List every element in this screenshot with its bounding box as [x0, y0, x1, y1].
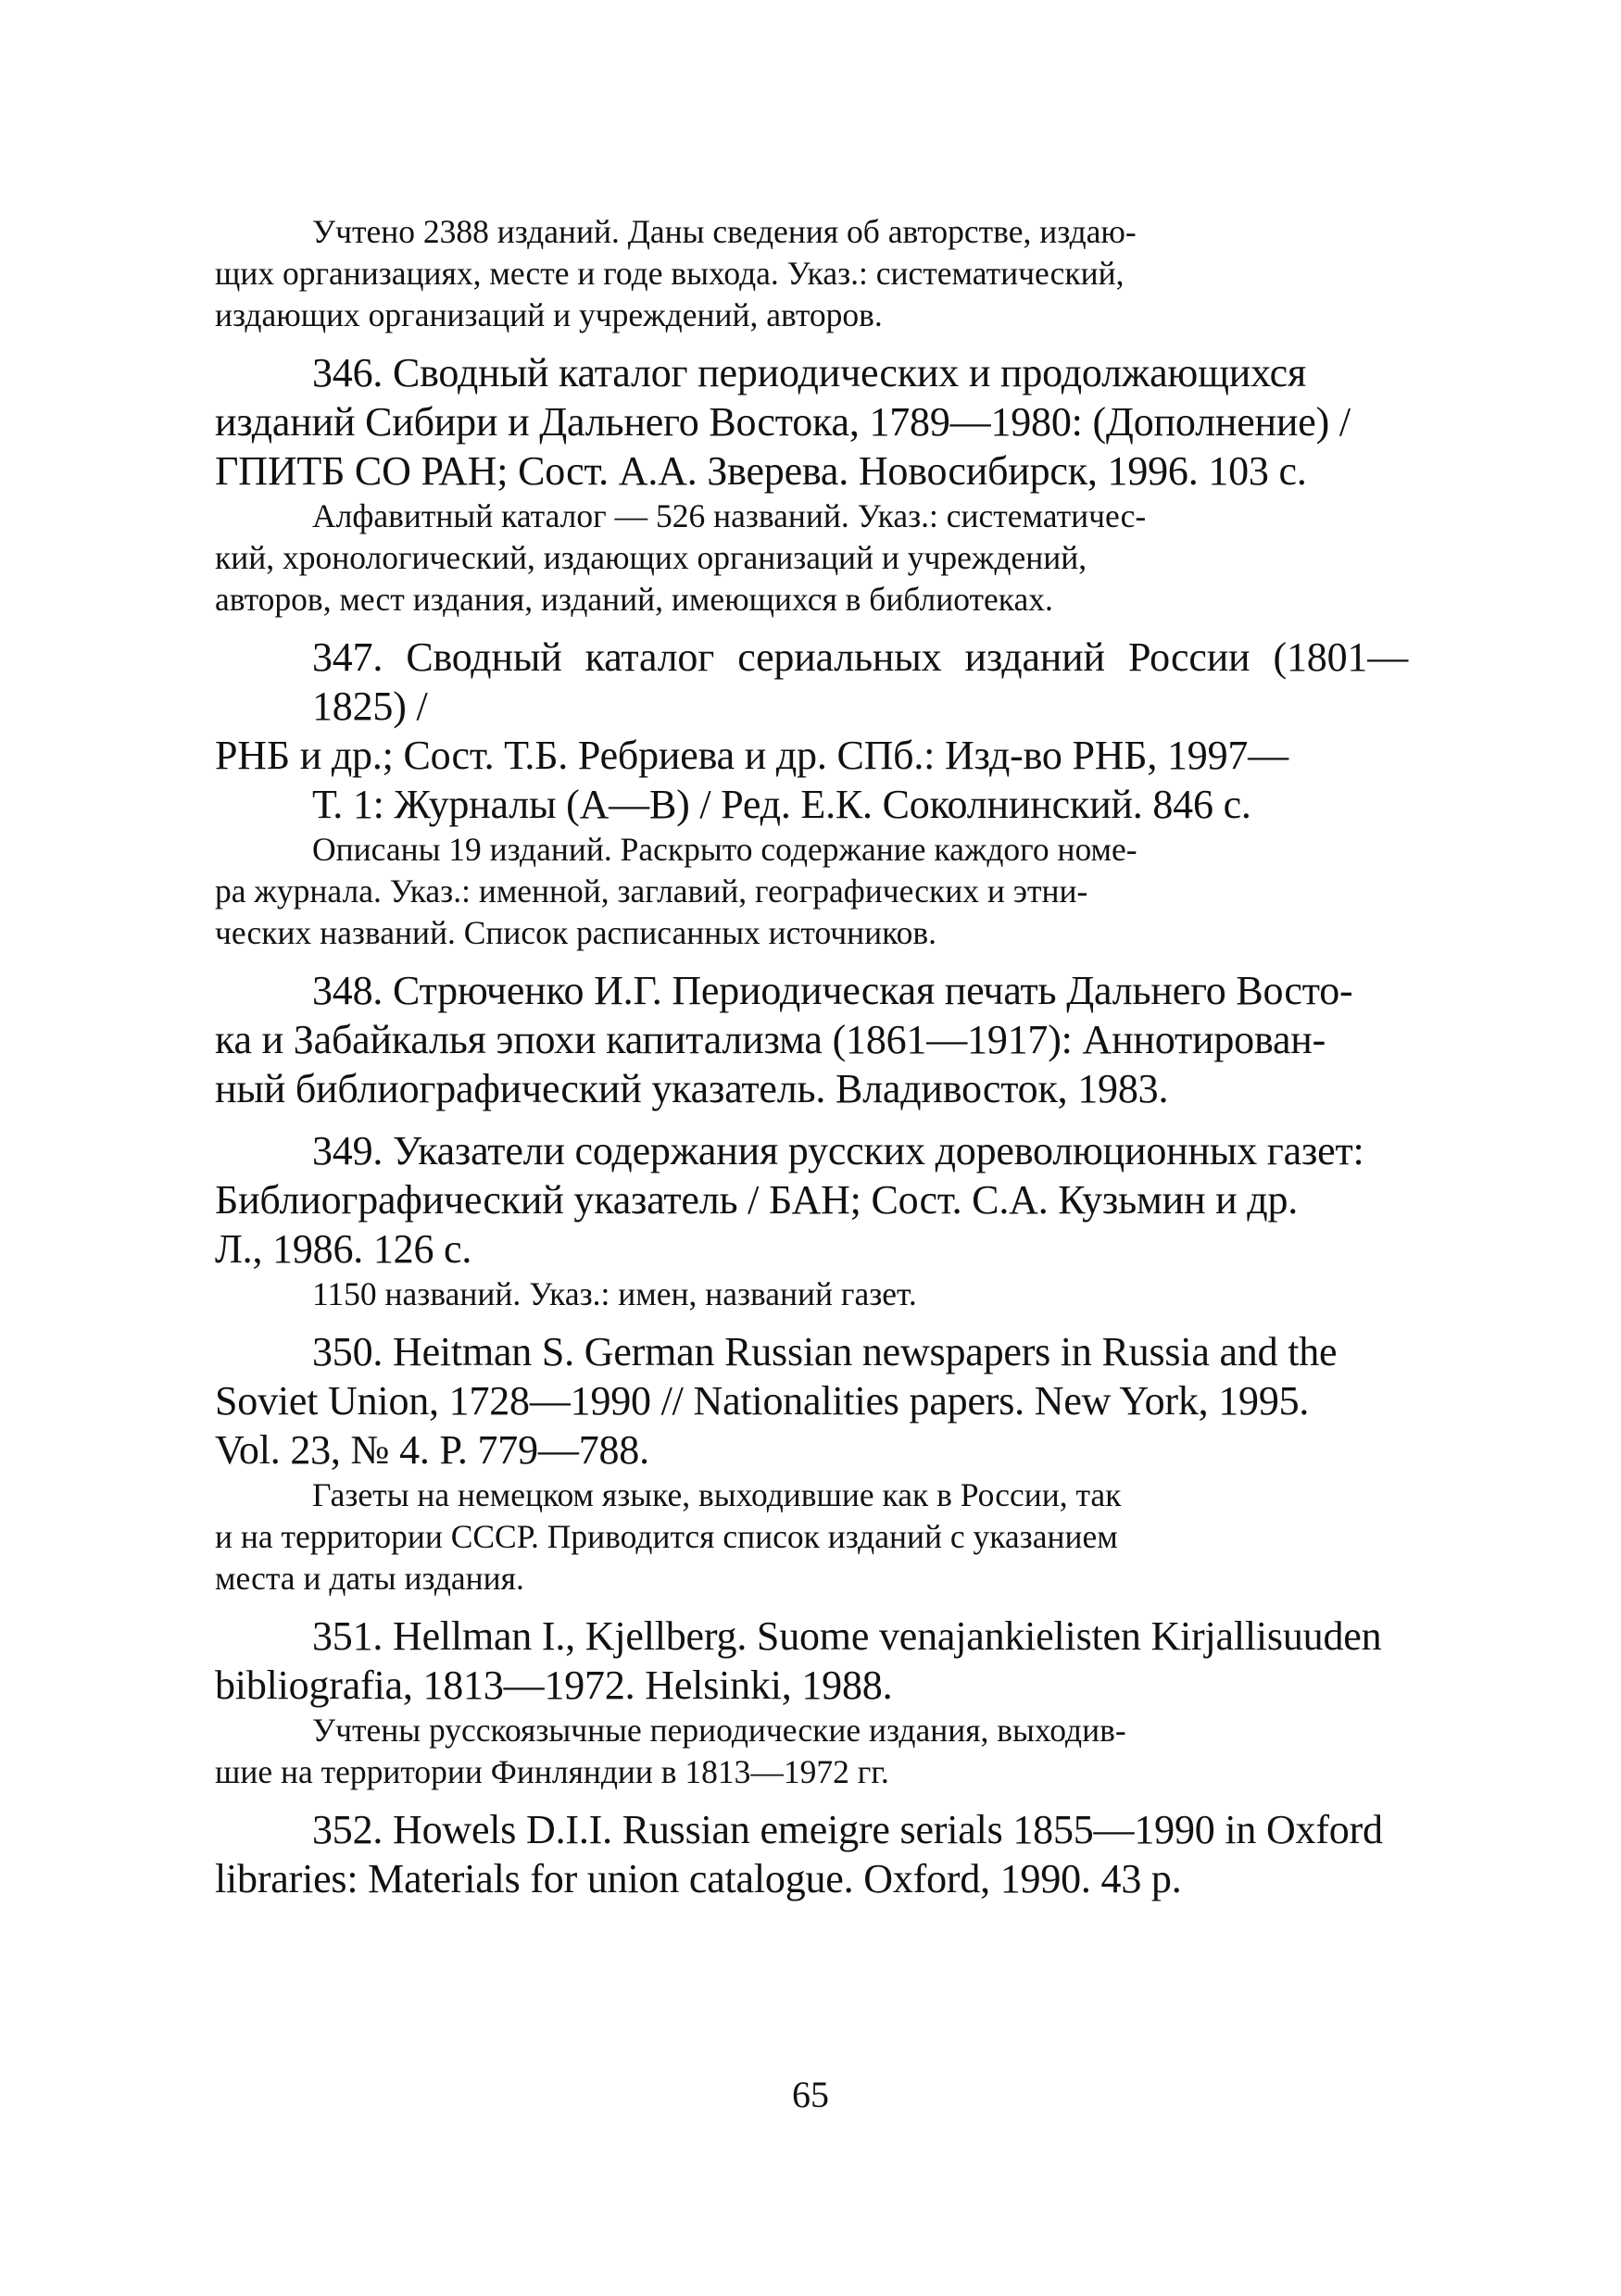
entry-annotation: [215, 829, 1408, 954]
annotation-line: 1150 названий. Указ.: имен, названий газет.: [312, 1275, 917, 1312]
annotation-line: ра журнала. Указ.: именной, заглавий, географических и этни-: [215, 872, 1088, 910]
entry-title: [215, 1327, 1408, 1474]
title-line: 349. Указатели содержания русских дореволюционных газет:: [312, 1128, 1364, 1173]
annotation-line: издающих организаций и учреждений, авторов.: [215, 296, 883, 333]
annotation-line: кий, хронологический, издающих организаций и учреждений,: [215, 539, 1087, 576]
title-line: 351. Hellman I., Kjellberg. Suome venajankielisten Kirjallisuuden: [312, 1613, 1382, 1659]
entry-title: [215, 1805, 1408, 1903]
title-line: 350. Heitman S. German Russian newspapers in Russia and the: [312, 1329, 1338, 1374]
annotation-line: Учтено 2388 изданий. Даны сведения об авторстве, издаю-: [312, 213, 1137, 250]
title-line: 347. Сводный каталог сериальных изданий России (1801—1825) /: [312, 634, 1408, 729]
entry-349: [215, 1126, 1408, 1315]
title-line: Soviet Union, 1728—1990 // Nationalities papers. New York, 1995.: [215, 1378, 1310, 1424]
entry-347: [215, 633, 1408, 954]
title-line: libraries: Materials for union catalogue. Oxford, 1990. 43 p.: [215, 1856, 1182, 1901]
title-line: Библиографический указатель / БАН; Сост. С.А. Кузьмин и др.: [215, 1177, 1299, 1223]
title-line: 348. Стрюченко И.Г. Периодическая печать Дальнего Восто-: [312, 968, 1353, 1013]
title-line: РНБ и др.; Сост. Т.Б. Ребриева и др. СПб.: Изд-во РНБ, 1997—: [215, 733, 1288, 778]
entry-348: [215, 966, 1408, 1113]
title-line: Л., 1986. 126 с.: [215, 1226, 472, 1272]
annotation-line: щих организациях, месте и годе выхода. Указ.: систематический,: [215, 255, 1125, 292]
entry-352: [215, 1805, 1408, 1903]
title-line: Vol. 23, № 4. P. 779—788.: [215, 1427, 649, 1473]
annotation-line: шие на территории Финляндии в 1813—1972 гг.: [215, 1753, 889, 1790]
title-line: 352. Howels D.I.I. Russian emeigre serials 1855—1990 in Oxford: [312, 1807, 1383, 1852]
title-line: bibliografia, 1813—1972. Helsinki, 1988.: [215, 1662, 893, 1708]
entry-350: [215, 1327, 1408, 1600]
entry-annotation: [215, 496, 1408, 621]
entry-title: [215, 633, 1408, 829]
title-line: Т. 1: Журналы (А—В) / Ред. Е.К. Соколнинский. 846 с.: [312, 782, 1251, 827]
title-line: 346. Сводный каталог периодических и продолжающихся: [312, 350, 1306, 395]
annotation-line: Алфавитный каталог — 526 названий. Указ.: систематичес-: [312, 497, 1147, 534]
entry-title: [215, 966, 1408, 1113]
entry-title: [215, 1612, 1408, 1710]
bibliography-text: [215, 211, 1408, 1909]
page-number: 65: [792, 2074, 829, 2115]
entry-annotation: [215, 1273, 1408, 1315]
annotation-line: места и даты издания.: [215, 1560, 524, 1597]
entry-351: [215, 1612, 1408, 1793]
entry-annotation: [215, 1474, 1408, 1600]
entry-title: [215, 1126, 1408, 1273]
entry-title: [215, 348, 1408, 496]
entry-346: [215, 348, 1408, 621]
annotation-line: Учтены русскоязычные периодические издания, выходив-: [312, 1712, 1126, 1749]
annotation-line: ческих названий. Список расписанных источников.: [215, 914, 936, 951]
annotation-line: Описаны 19 изданий. Раскрыто содержание каждого номе-: [312, 831, 1137, 868]
title-line: изданий Сибири и Дальнего Востока, 1789—1980: (Дополнение) /: [215, 399, 1351, 445]
intro-annotation: [215, 211, 1408, 336]
annotation-line: Газеты на немецком языке, выходившие как в России, так: [312, 1476, 1122, 1513]
title-line: ный библиографический указатель. Владивосток, 1983.: [215, 1066, 1169, 1111]
annotation-line: авторов, мест издания, изданий, имеющихся в библиотеках.: [215, 581, 1053, 618]
entry-annotation: [215, 1710, 1408, 1793]
title-line: ка и Забайкалья эпохи капитализма (1861—1917): Аннотирован-: [215, 1017, 1326, 1062]
annotation-line: и на территории СССР. Приводится список изданий с указанием: [215, 1518, 1118, 1555]
title-line: ГПИТБ СО РАН; Сост. А.А. Зверева. Новосибирск, 1996. 103 с.: [215, 448, 1307, 494]
